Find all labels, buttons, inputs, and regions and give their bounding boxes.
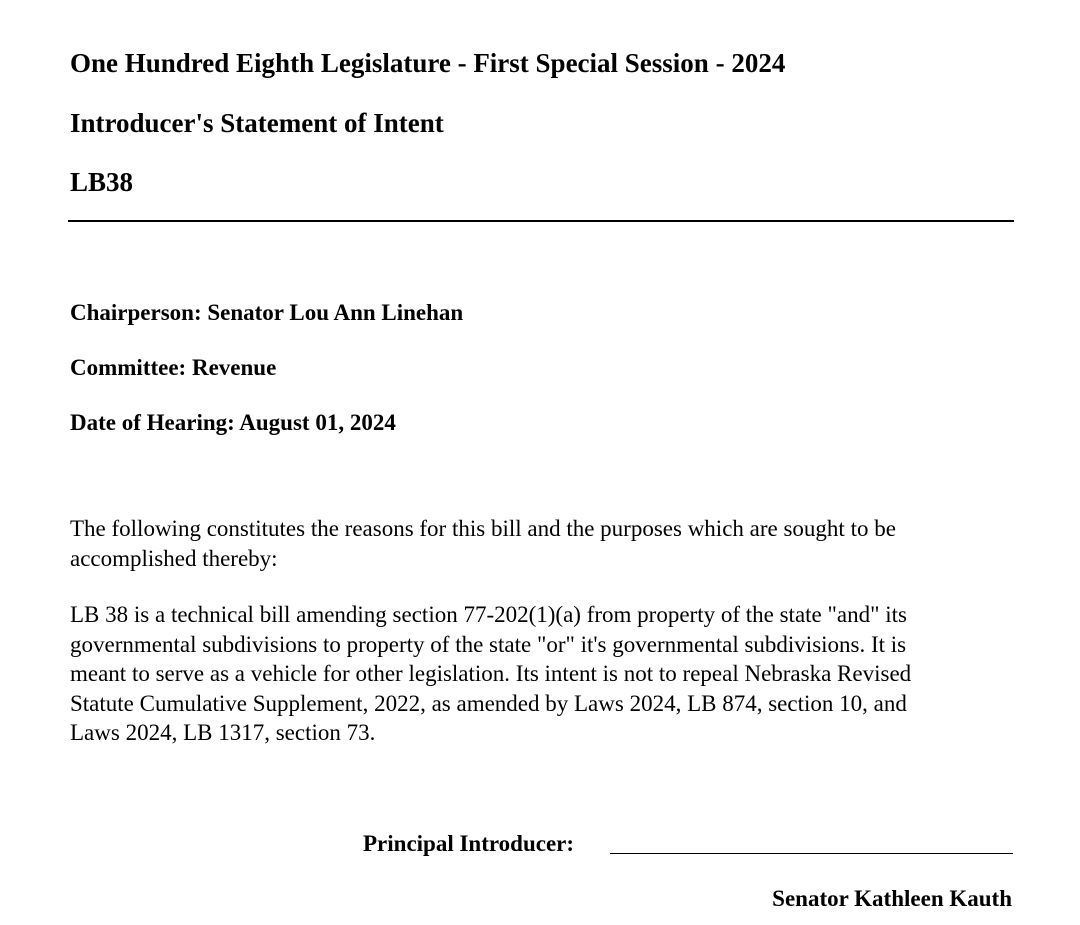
intro-paragraph [70, 514, 1010, 573]
intro-line: The following constitutes the reasons for this bill and the purposes which are sought to be [70, 516, 896, 541]
bill-number: LB38 [70, 167, 134, 197]
signature-line [610, 853, 1013, 854]
body-paragraph [70, 600, 1010, 748]
intro-line: accomplished thereby: [70, 545, 278, 571]
principal-introducer-label: Principal Introducer: [363, 831, 575, 856]
document-type-heading: Introducer's Statement of Intent [70, 108, 444, 138]
session-title: One Hundred Eighth Legislature - First Special Session - 2024 [70, 48, 786, 78]
introducer-name: Senator Kathleen Kauth [772, 886, 1012, 911]
hearing-date-line: Date of Hearing: August 01, 2024 [70, 410, 396, 435]
chairperson-line: Chairperson: Senator Lou Ann Linehan [70, 300, 464, 325]
principal-introducer-row [363, 830, 574, 858]
body-line: Laws 2024, LB 1317, section 73. [70, 720, 376, 745]
body-line: governmental subdivisions to property of the state "or" it's governmental subdivisions. It is [70, 631, 907, 657]
header-divider [68, 220, 1014, 222]
body-line: meant to serve as a vehicle for other legislation. Its intent is not to repeal Nebraska Revised [70, 661, 912, 686]
body-line: LB 38 is a technical bill amending section 77-202(1)(a) from property of the state "and" its [70, 602, 907, 627]
body-line: Statute Cumulative Supplement, 2022, as amended by Laws 2024, LB 874, section 10, and [70, 690, 907, 716]
committee-line: Committee: Revenue [70, 355, 277, 380]
